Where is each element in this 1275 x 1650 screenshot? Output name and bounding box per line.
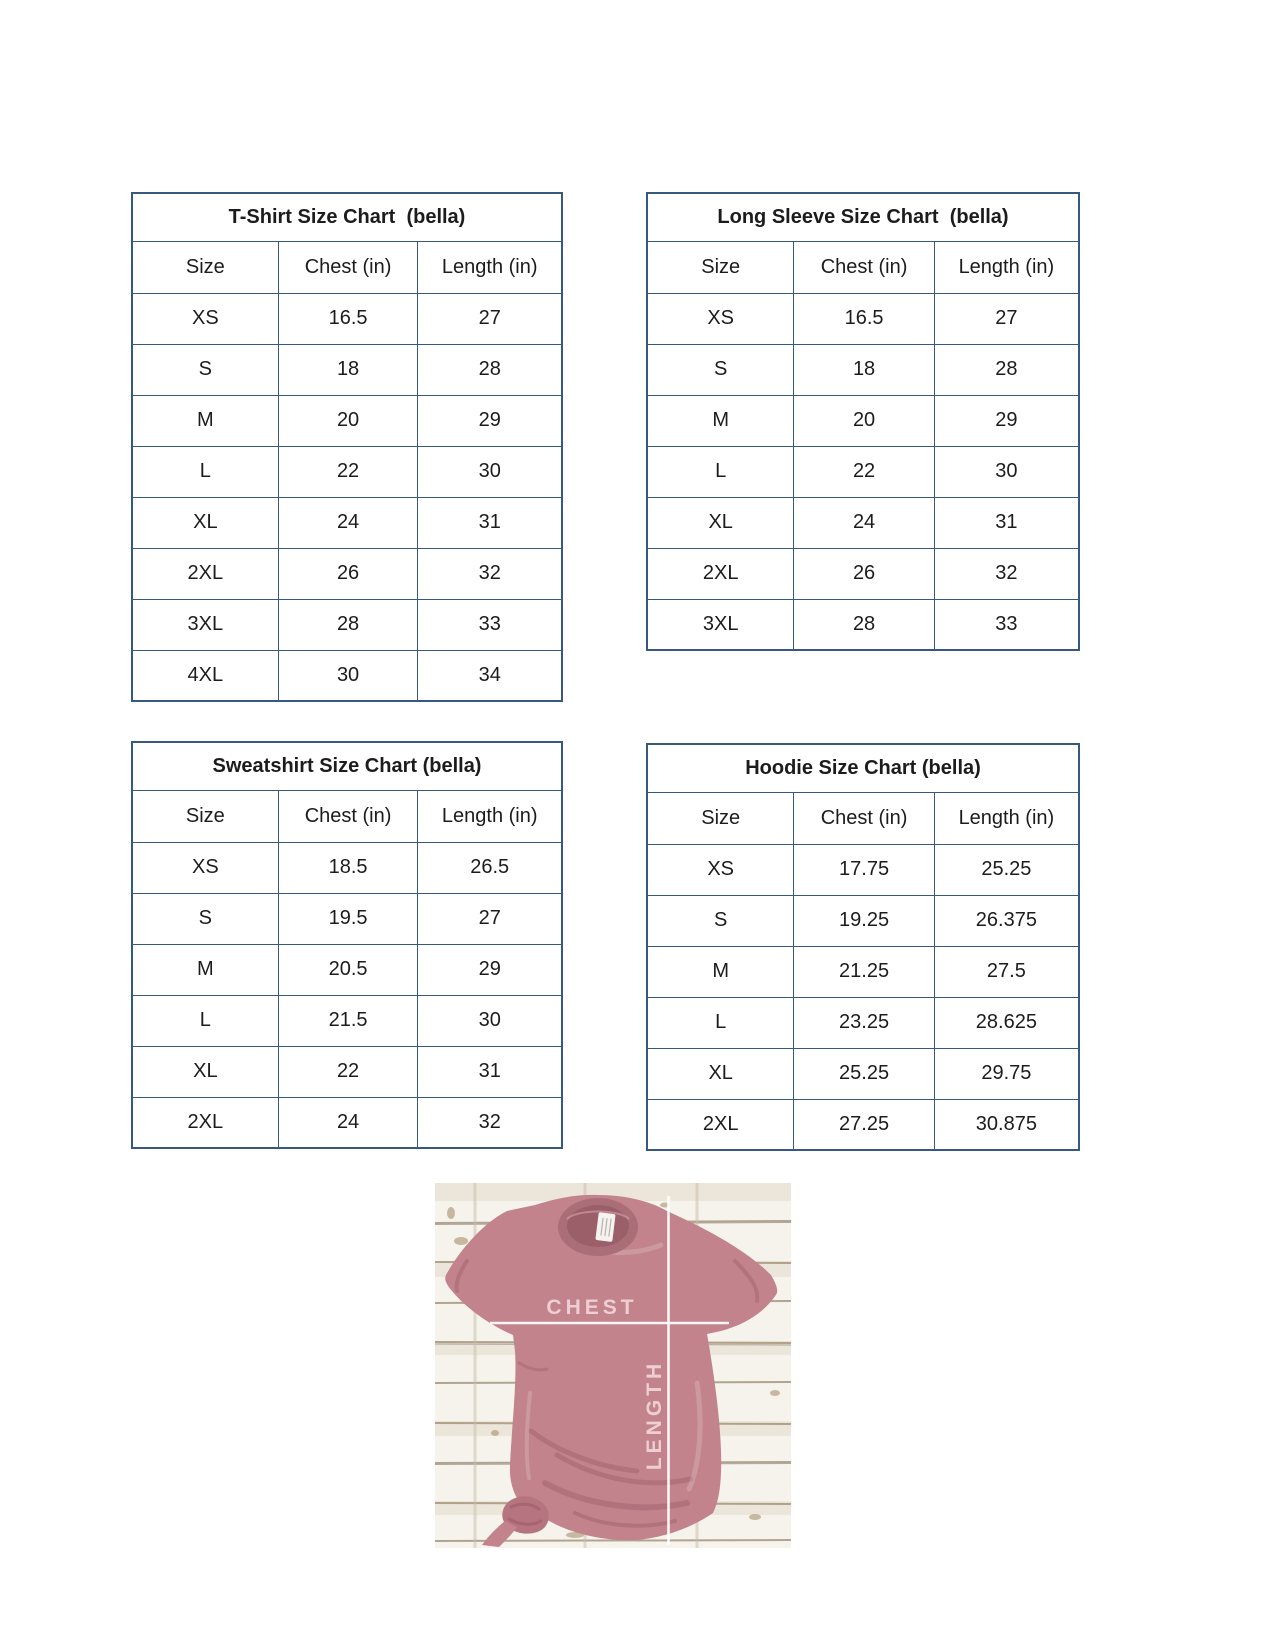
tshirt-m-length: 29: [418, 395, 562, 446]
hoodie-row-l: [647, 997, 1079, 1048]
sweatshirt-2xl-chest: 24: [278, 1097, 418, 1148]
sweatshirt-row-xs: [132, 842, 562, 893]
sweatshirt-xl-size: XL: [132, 1046, 278, 1097]
tshirt-row-3xl: [132, 599, 562, 650]
hoodie-m-length: 27.5: [934, 946, 1079, 997]
hoodie-xl-size: XL: [647, 1048, 794, 1099]
sweatshirt-xs-size: XS: [132, 842, 278, 893]
sweatshirt-2xl-size: 2XL: [132, 1097, 278, 1148]
longsleeve-size-table: [646, 192, 1080, 651]
tshirt-s-chest: 18: [278, 344, 418, 395]
sweatshirt-title-row: [132, 742, 562, 790]
sweatshirt-row-xl: [132, 1046, 562, 1097]
tshirt-3xl-size: 3XL: [132, 599, 278, 650]
tshirt-m-size: M: [132, 395, 278, 446]
sweatshirt-title: Sweatshirt Size Chart (bella): [132, 742, 562, 790]
tshirt-xl-size: XL: [132, 497, 278, 548]
sweatshirt-row-m: [132, 944, 562, 995]
sweatshirt-size-table: [131, 741, 563, 1149]
tshirt-2xl-size: 2XL: [132, 548, 278, 599]
tshirt-4xl-chest: 30: [278, 650, 418, 701]
longsleeve-l-chest: 22: [794, 446, 934, 497]
tshirt-header-length: Length (in): [418, 241, 562, 293]
sweatshirt-header-size: Size: [132, 790, 278, 842]
longsleeve-m-length: 29: [934, 395, 1079, 446]
hoodie-row-xs: [647, 844, 1079, 895]
sweatshirt-xl-chest: 22: [278, 1046, 418, 1097]
tshirt-xs-chest: 16.5: [278, 293, 418, 344]
longsleeve-m-chest: 20: [794, 395, 934, 446]
sweatshirt-xs-chest: 18.5: [278, 842, 418, 893]
tshirt-3xl-chest: 28: [278, 599, 418, 650]
tshirt-header-row: [132, 241, 562, 293]
longsleeve-l-length: 30: [934, 446, 1079, 497]
hoodie-header-length: Length (in): [934, 792, 1079, 844]
tshirt-4xl-size: 4XL: [132, 650, 278, 701]
tshirt-row-s: [132, 344, 562, 395]
hoodie-s-size: S: [647, 895, 794, 946]
longsleeve-3xl-size: 3XL: [647, 599, 794, 650]
longsleeve-xl-size: XL: [647, 497, 794, 548]
longsleeve-xl-length: 31: [934, 497, 1079, 548]
sweatshirt-m-size: M: [132, 944, 278, 995]
tshirt-header-chest: Chest (in): [278, 241, 418, 293]
tshirt-row-2xl: [132, 548, 562, 599]
tshirt-xs-length: 27: [418, 293, 562, 344]
longsleeve-xs-length: 27: [934, 293, 1079, 344]
hoodie-m-size: M: [647, 946, 794, 997]
longsleeve-row-s: [647, 344, 1079, 395]
hoodie-2xl-size: 2XL: [647, 1099, 794, 1150]
tshirt-2xl-length: 32: [418, 548, 562, 599]
size-guide-photo: [435, 1183, 791, 1548]
hoodie-row-m: [647, 946, 1079, 997]
hoodie-title: Hoodie Size Chart (bella): [647, 744, 1079, 792]
sweatshirt-l-chest: 21.5: [278, 995, 418, 1046]
chest-label: CHEST: [546, 1296, 638, 1319]
hoodie-xs-chest: 17.75: [794, 844, 934, 895]
longsleeve-s-size: S: [647, 344, 794, 395]
longsleeve-s-chest: 18: [794, 344, 934, 395]
tshirt-4xl-length: 34: [418, 650, 562, 701]
sweatshirt-header-row: [132, 790, 562, 842]
longsleeve-3xl-chest: 28: [794, 599, 934, 650]
longsleeve-2xl-length: 32: [934, 548, 1079, 599]
hoodie-header-row: [647, 792, 1079, 844]
longsleeve-l-size: L: [647, 446, 794, 497]
hoodie-xs-size: XS: [647, 844, 794, 895]
sweatshirt-m-length: 29: [418, 944, 562, 995]
length-label: LENGTH: [643, 1359, 666, 1471]
hoodie-s-length: 26.375: [934, 895, 1079, 946]
hoodie-xl-chest: 25.25: [794, 1048, 934, 1099]
tshirt-row-l: [132, 446, 562, 497]
hoodie-l-length: 28.625: [934, 997, 1079, 1048]
longsleeve-xs-size: XS: [647, 293, 794, 344]
longsleeve-xl-chest: 24: [794, 497, 934, 548]
sweatshirt-s-size: S: [132, 893, 278, 944]
hoodie-size-table: [646, 743, 1080, 1151]
longsleeve-m-size: M: [647, 395, 794, 446]
tshirt-row-4xl: [132, 650, 562, 701]
longsleeve-row-2xl: [647, 548, 1079, 599]
longsleeve-3xl-length: 33: [934, 599, 1079, 650]
sweatshirt-header-chest: Chest (in): [278, 790, 418, 842]
hoodie-xs-length: 25.25: [934, 844, 1079, 895]
sweatshirt-xl-length: 31: [418, 1046, 562, 1097]
sweatshirt-row-l: [132, 995, 562, 1046]
longsleeve-row-m: [647, 395, 1079, 446]
longsleeve-xs-chest: 16.5: [794, 293, 934, 344]
hoodie-row-xl: [647, 1048, 1079, 1099]
hoodie-xl-length: 29.75: [934, 1048, 1079, 1099]
longsleeve-row-l: [647, 446, 1079, 497]
sweatshirt-s-chest: 19.5: [278, 893, 418, 944]
hoodie-l-chest: 23.25: [794, 997, 934, 1048]
longsleeve-s-length: 28: [934, 344, 1079, 395]
hoodie-2xl-length: 30.875: [934, 1099, 1079, 1150]
hoodie-row-s: [647, 895, 1079, 946]
sweatshirt-m-chest: 20.5: [278, 944, 418, 995]
sweatshirt-header-length: Length (in): [418, 790, 562, 842]
sweatshirt-row-s: [132, 893, 562, 944]
longsleeve-row-xl: [647, 497, 1079, 548]
longsleeve-row-xs: [647, 293, 1079, 344]
longsleeve-header-length: Length (in): [934, 241, 1079, 293]
tshirt-header-size: Size: [132, 241, 278, 293]
hoodie-s-chest: 19.25: [794, 895, 934, 946]
tshirt-measurement-illustration: [435, 1183, 791, 1548]
tshirt-l-size: L: [132, 446, 278, 497]
sweatshirt-s-length: 27: [418, 893, 562, 944]
longsleeve-header-row: [647, 241, 1079, 293]
sweatshirt-l-size: L: [132, 995, 278, 1046]
tshirt-row-xs: [132, 293, 562, 344]
tshirt-s-size: S: [132, 344, 278, 395]
tshirt-xl-chest: 24: [278, 497, 418, 548]
hoodie-row-2xl: [647, 1099, 1079, 1150]
sweatshirt-2xl-length: 32: [418, 1097, 562, 1148]
longsleeve-title-row: [647, 193, 1079, 241]
hoodie-title-row: [647, 744, 1079, 792]
tshirt-s-length: 28: [418, 344, 562, 395]
tshirt-l-chest: 22: [278, 446, 418, 497]
longsleeve-title: Long Sleeve Size Chart (bella): [647, 193, 1079, 241]
sweatshirt-xs-length: 26.5: [418, 842, 562, 893]
longsleeve-2xl-size: 2XL: [647, 548, 794, 599]
tshirt-l-length: 30: [418, 446, 562, 497]
longsleeve-2xl-chest: 26: [794, 548, 934, 599]
tshirt-2xl-chest: 26: [278, 548, 418, 599]
hoodie-header-size: Size: [647, 792, 794, 844]
tshirt-row-xl: [132, 497, 562, 548]
longsleeve-header-chest: Chest (in): [794, 241, 934, 293]
tshirt-xs-size: XS: [132, 293, 278, 344]
sweatshirt-row-2xl: [132, 1097, 562, 1148]
neck-tag: [595, 1212, 615, 1242]
hoodie-l-size: L: [647, 997, 794, 1048]
longsleeve-header-size: Size: [647, 241, 794, 293]
hoodie-m-chest: 21.25: [794, 946, 934, 997]
tshirt-3xl-length: 33: [418, 599, 562, 650]
hoodie-header-chest: Chest (in): [794, 792, 934, 844]
tshirt-title: T-Shirt Size Chart (bella): [132, 193, 562, 241]
tshirt-size-table: [131, 192, 563, 702]
longsleeve-row-3xl: [647, 599, 1079, 650]
tshirt-row-m: [132, 395, 562, 446]
tshirt-title-row: [132, 193, 562, 241]
sweatshirt-l-length: 30: [418, 995, 562, 1046]
tshirt-m-chest: 20: [278, 395, 418, 446]
hoodie-2xl-chest: 27.25: [794, 1099, 934, 1150]
tshirt-xl-length: 31: [418, 497, 562, 548]
